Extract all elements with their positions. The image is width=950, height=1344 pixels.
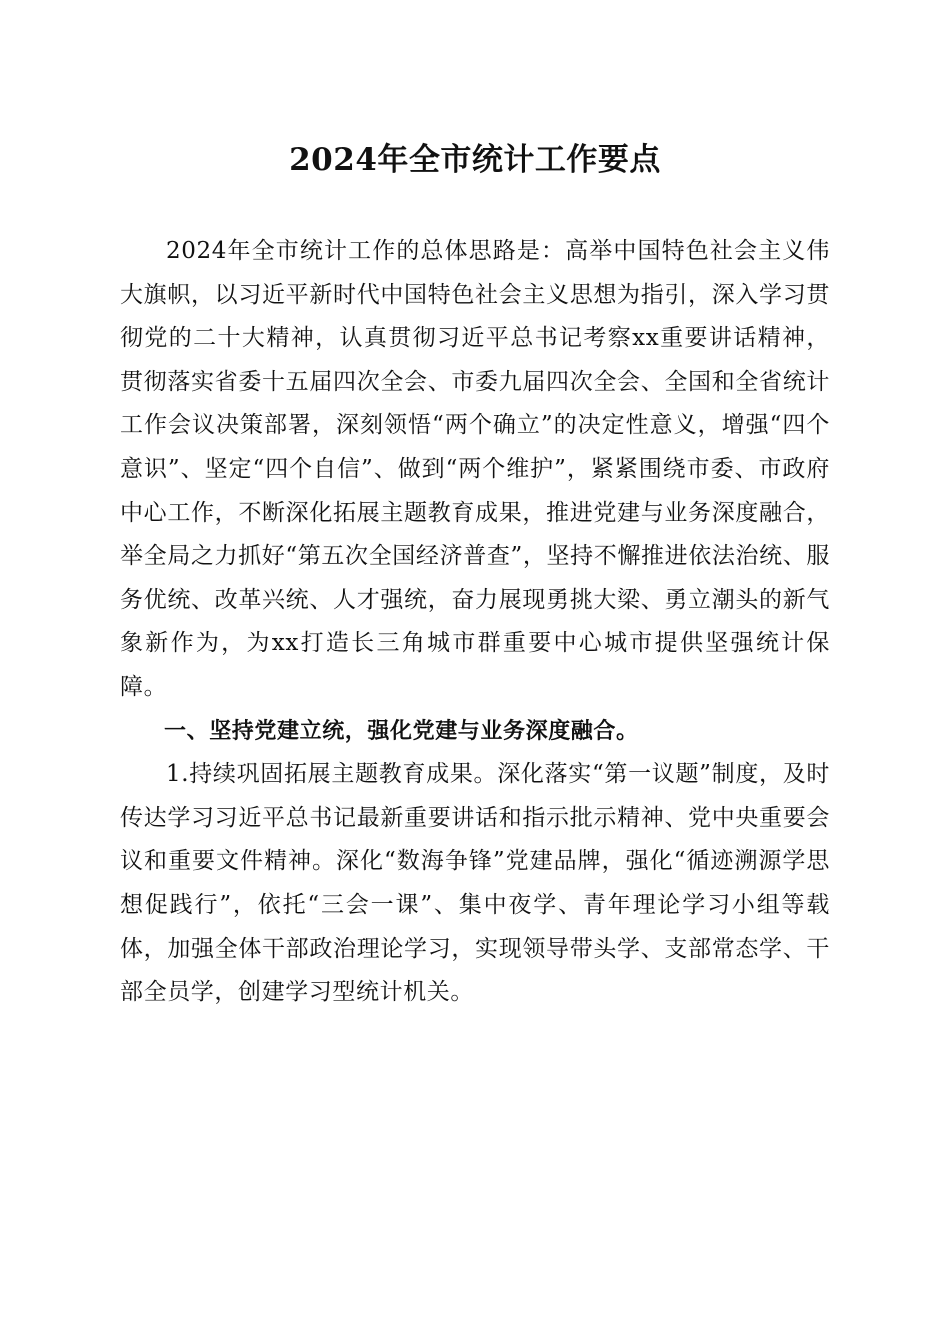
section-item-paragraph: 1.持续巩固拓展主题教育成果。深化落实“第一议题”制度，及时传达学习习近平总书记最新重要讲话和指示批示精神、党中央重要会议和重要文件精神。深化“数海争锋”党建品牌，强化“循迹溯源学思想促践行”，依托“三会一课”、集中夜学、青年理论学习小组等载体，加强全体干部政治理论学习，实现领导带头学、支部常态学、干部全员学，创建学习型统计机关。 [120, 761, 830, 1006]
document-body [120, 230, 830, 1015]
document-title: 2024年全市统计工作要点 [289, 142, 661, 178]
section-heading: 一、坚持党建立统，强化党建与业务深度融合。 [164, 718, 639, 744]
intro-paragraph: 2024年全市统计工作的总体思路是：高举中国特色社会主义伟大旗帜，以习近平新时代中国特色社会主义思想为指引，深入学习贯彻党的二十大精神，认真贯彻习近平总书记考察xx重要讲话精神，贯彻落实省委十五届四次全会、市委九届四次全会、全国和全省统计工作会议决策部署，深刻领悟“两个确立”的决定性意义，增强“四个意识”、坚定“四个自信”、做到“两个维护”，紧紧围绕市委、市政府中心工作，不断深化拓展主题教育成果，推进党建与业务深度融合，举全局之力抓好“第五次全国经济普查”，坚持不懈推进依法治统、服务优统、改革兴统、人才强统，奋力展现勇挑大梁、勇立潮头的新气象新作为，为xx打造长三角城市群重要中心城市提供坚强统计保障。 [120, 238, 830, 700]
